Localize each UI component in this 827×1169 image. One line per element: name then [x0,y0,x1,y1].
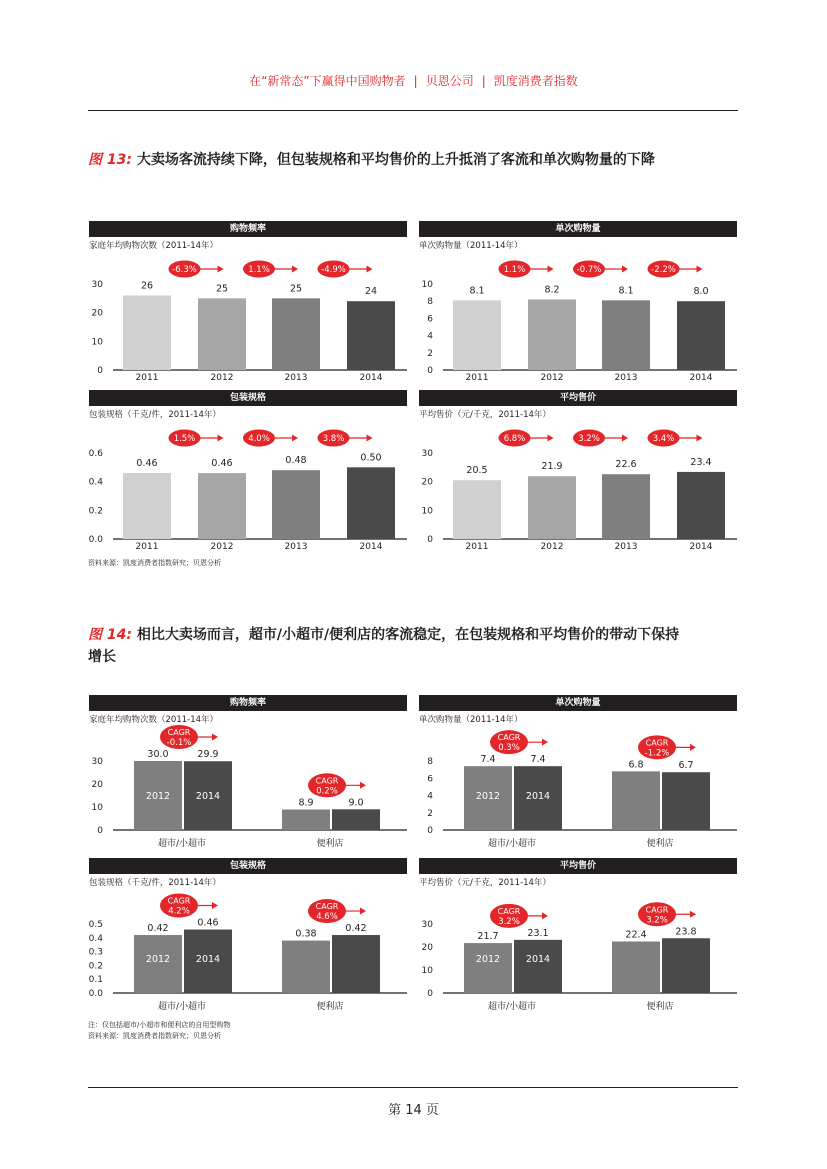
change-value: 3.4% [652,434,675,444]
data-label: 25 [215,283,229,295]
year-label: 2014 [525,954,551,965]
data-label: 8.2 [544,284,560,296]
cagr-label: CAGR [167,728,191,737]
panel-subtitle: 平均售价（元/千克，2011-14年） [419,410,551,420]
chart-svg [419,725,737,849]
change-arrow-head [360,908,366,915]
data-label: 23.4 [690,456,712,468]
figure13-title-text: 大卖场客流持续下降，但包装规格和平均售价的上升抵消了客流和单次购物量的下降 [136,152,655,168]
panel-title: 包装规格 [89,858,407,874]
y-tick-label: 10 [91,803,103,813]
y-tick-label: 0.4 [89,933,103,944]
cagr-value: 0.2% [316,786,338,797]
year-label: 2014 [525,791,551,802]
bar-2011 [453,480,501,539]
group-label: 超市/小超市 [157,1002,207,1012]
y-tick-label: 10 [421,506,433,517]
y-tick-label: 0.6 [89,449,103,459]
chart-svg [419,888,737,1012]
group-label: 超市/小超市 [157,839,207,849]
figure13-number: 图 13: [88,152,132,168]
bar-2014 [662,938,710,993]
x-tick-label: 2014 [359,373,383,383]
chart-svg [419,251,737,389]
figure14-title-line1: 相比大卖场而言，超市/小超市/便利店的客流稳定，在包装规格和平均售价的带动下保持 [136,627,680,643]
y-tick-label: 30 [421,449,433,459]
bar-2014 [677,472,725,539]
change-arrow-head [542,739,548,746]
group-label: 超市/小超市 [487,1002,537,1012]
cagr-label: CAGR [315,776,339,786]
header-separator: | [481,74,486,88]
bar-2012 [198,473,246,539]
panel-title: 包装规格 [89,390,407,406]
figure14-title-line2: 增长 [88,649,116,665]
header-separator: | [413,74,418,88]
figure14-notes [88,1020,230,1042]
y-tick-label: 0.2 [89,506,103,517]
change-arrow-head [697,435,703,442]
bar-2011 [123,295,171,370]
chart-panel-shopping-frequency [89,221,407,389]
change-value: -2.2% [651,265,676,275]
header-partner: 凯度消费者指数 [493,74,578,88]
data-label: 0.50 [360,452,382,464]
change-arrow-head [690,744,696,751]
y-tick-label: 30 [421,920,433,930]
bar-2012 [198,298,246,370]
y-tick-label: 30 [91,280,103,290]
y-tick-label: 0 [427,366,433,376]
group-label: 便利店 [646,1002,674,1012]
x-tick-label: 2012 [210,373,234,383]
chart-panel-average-price-channel [419,858,737,1026]
panel-subtitle: 家庭年均购物次数（2011-14年） [89,241,219,251]
change-arrow-head [548,266,554,273]
change-arrow-head [622,435,628,442]
bar-2013 [272,470,320,539]
change-value: 3.2% [578,434,600,444]
bar-2014 [347,467,395,539]
year-label: 2014 [195,791,221,802]
y-tick-label: 0.0 [89,535,103,545]
y-tick-label: 6 [427,774,433,785]
y-tick-label: 8 [427,757,433,767]
chart-svg [89,251,407,389]
bar-2014 [677,301,725,370]
year-label: 2012 [475,954,501,965]
figure14-title [88,624,743,668]
x-tick-label: 2013 [284,373,308,383]
figure14-note: 注：仅包括超市/小超市和便利店的自用型购物 [88,1021,231,1029]
cagr-label: CAGR [497,906,521,916]
data-label: 24 [364,286,378,298]
data-label: 30.0 [147,749,169,760]
cagr-label: CAGR [315,902,339,912]
data-label: 26 [140,280,154,292]
cagr-value: 3.2% [646,915,668,926]
data-label: 0.46 [197,917,219,929]
figure14-number: 图 14: [88,627,132,643]
change-arrow-head [292,435,298,442]
data-label: 7.4 [530,754,546,766]
change-arrow-head [542,912,548,919]
panel-title: 购物频率 [89,695,407,711]
panel-subtitle: 单次购物量（2011-14年） [419,241,523,251]
data-label: 9.0 [348,797,364,809]
y-tick-label: 10 [421,280,433,290]
y-tick-label: 2 [427,348,433,359]
data-label: 7.4 [480,754,496,766]
change-value: -6.3% [172,265,197,275]
year-label: 2012 [145,954,171,965]
bar-2012 [528,299,576,370]
panel-subtitle: 家庭年均购物次数（2011-14年） [89,715,219,725]
year-label: 2014 [195,954,221,965]
panel-subtitle: 包装规格（千克/件，2011-14年） [89,878,221,888]
group-label: 便利店 [316,839,344,849]
panel-title: 单次购物量 [419,221,737,237]
change-value: -4.9% [321,265,346,275]
data-label: 21.7 [477,931,499,943]
x-tick-label: 2011 [465,373,489,383]
bar-2014 [514,940,562,993]
x-tick-label: 2014 [689,542,713,552]
bar-2012 [282,941,330,993]
change-arrow-head [548,435,554,442]
page-number: 第 14 页 [388,1103,439,1118]
change-arrow-head [292,266,298,273]
group-label: 便利店 [646,839,674,849]
panel-subtitle: 平均售价（元/千克，2011-14年） [419,878,551,888]
y-tick-label: 0 [427,989,433,999]
data-label: 0.38 [295,928,317,940]
y-tick-label: 0.3 [89,947,103,958]
y-tick-label: 0.0 [89,989,103,999]
y-tick-label: 0.5 [89,920,103,930]
y-tick-label: 0.2 [89,961,103,972]
y-tick-label: 10 [421,966,433,976]
x-tick-label: 2012 [210,542,234,552]
chart-panel-average-price [419,390,737,558]
change-arrow-head [212,734,218,741]
group-label: 超市/小超市 [487,839,537,849]
chart-panel-pack-size [89,390,407,558]
data-label: 23.8 [675,926,697,938]
bar-2014 [332,935,380,993]
data-label: 8.9 [298,797,314,809]
bar-2012 [282,810,330,830]
cagr-value: -1.2% [644,748,670,759]
chart-svg [419,420,737,558]
data-label: 20.5 [466,465,488,477]
x-tick-label: 2013 [614,542,638,552]
cagr-label: CAGR [645,738,669,748]
x-tick-label: 2012 [540,373,564,383]
panel-subtitle: 单次购物量（2011-14年） [419,715,523,725]
data-label: 0.48 [285,455,307,467]
y-tick-label: 4 [427,791,433,802]
bar-2014 [332,809,380,830]
y-tick-label: 20 [91,308,103,319]
change-arrow-head [367,266,373,273]
change-value: 1.1% [248,265,270,275]
change-arrow-head [218,435,224,442]
data-label: 22.4 [625,929,647,941]
panel-subtitle: 包装规格（千克/件，2011-14年） [89,410,221,420]
change-value: 1.5% [173,434,196,444]
header-rule [88,110,738,111]
x-tick-label: 2011 [135,373,159,383]
cagr-value: 3.2% [498,916,520,927]
bar-2012 [528,476,576,539]
change-arrow-head [218,266,224,273]
y-tick-label: 2 [427,808,433,819]
panel-title: 单次购物量 [419,695,737,711]
chart-svg [89,725,407,849]
cagr-value: 4.2% [168,906,190,917]
cagr-label: CAGR [497,733,521,743]
bar-2012 [612,771,660,830]
bar-2013 [272,298,320,370]
data-label: 22.6 [615,459,637,471]
data-label: 25 [289,283,303,295]
year-label: 2012 [475,791,501,802]
x-tick-label: 2012 [540,542,564,552]
group-label: 便利店 [316,1002,344,1012]
y-tick-label: 0 [97,366,103,376]
y-tick-label: 0 [427,826,433,836]
data-label: 0.42 [345,923,367,935]
change-arrow-head [367,435,373,442]
y-tick-label: 20 [421,943,433,953]
cagr-value: 4.6% [316,912,338,923]
y-tick-label: 8 [427,297,433,308]
panel-title: 平均售价 [419,390,737,406]
change-value: -0.7% [576,265,602,275]
y-tick-label: 0 [97,826,103,836]
y-tick-label: 10 [91,337,103,348]
x-tick-label: 2014 [359,542,383,552]
bar-2013 [602,300,650,370]
data-label: 8.1 [469,285,485,297]
change-value: 1.1% [503,265,526,275]
bar-2013 [602,474,650,539]
x-tick-label: 2014 [689,373,713,383]
chart-svg [89,888,407,1012]
x-tick-label: 2011 [465,542,489,552]
change-value: 6.8% [503,434,526,444]
bar-2014 [662,772,710,830]
y-tick-label: 0.4 [89,477,103,488]
change-value: 4.0% [248,434,270,444]
chart-panel-basket-size [419,221,737,389]
change-arrow-head [360,782,366,789]
cagr-label: CAGR [645,905,669,915]
y-tick-label: 0 [427,535,433,545]
change-arrow-head [622,266,628,273]
data-label: 8.0 [693,286,709,298]
data-label: 6.8 [628,759,644,771]
cagr-value: -0.1% [166,738,192,748]
y-tick-label: 20 [91,780,103,790]
bar-2012 [612,941,660,993]
data-label: 0.42 [147,923,169,935]
data-label: 21.9 [541,461,563,473]
bar-2012 [464,943,512,993]
data-label: 29.9 [197,749,219,761]
change-value: 3.8% [322,434,345,444]
bar-2014 [347,301,395,370]
cagr-value: 0.3% [498,743,520,754]
page-header [0,72,827,89]
figure13-title [88,149,743,171]
data-label: 23.1 [527,927,549,939]
chart-svg [89,420,407,558]
figure13-source: 资料来源：凯度消费者指数研究；贝恩分析 [88,559,221,567]
data-label: 8.1 [618,285,634,297]
data-label: 6.7 [678,760,694,772]
change-arrow-head [697,266,703,273]
cagr-label: CAGR [167,896,191,906]
change-arrow-head [212,902,218,909]
panel-title: 平均售价 [419,858,737,874]
footer-rule [88,1087,738,1088]
chart-panel-basket-size-channel [419,695,737,863]
header-report-title: 在“新常态”下赢得中国购物者 [249,74,406,88]
panel-title: 购物频率 [89,221,407,237]
y-tick-label: 0.1 [89,975,103,986]
figure14-source: 资料来源：凯度消费者指数研究；贝恩分析 [88,1032,221,1040]
data-label: 0.46 [136,458,158,470]
bar-2011 [453,300,501,370]
bar-2011 [123,473,171,539]
chart-panel-shopping-frequency-channel [89,695,407,863]
x-tick-label: 2011 [135,542,159,552]
data-label: 0.46 [211,458,233,470]
x-tick-label: 2013 [284,542,308,552]
y-tick-label: 20 [421,477,433,488]
y-tick-label: 30 [91,757,103,767]
y-tick-label: 4 [427,331,433,342]
y-tick-label: 6 [427,314,433,325]
header-company: 贝恩公司 [425,74,474,88]
chart-panel-pack-size-channel [89,858,407,1026]
x-tick-label: 2013 [614,373,638,383]
year-label: 2012 [145,791,171,802]
change-arrow-head [690,911,696,918]
